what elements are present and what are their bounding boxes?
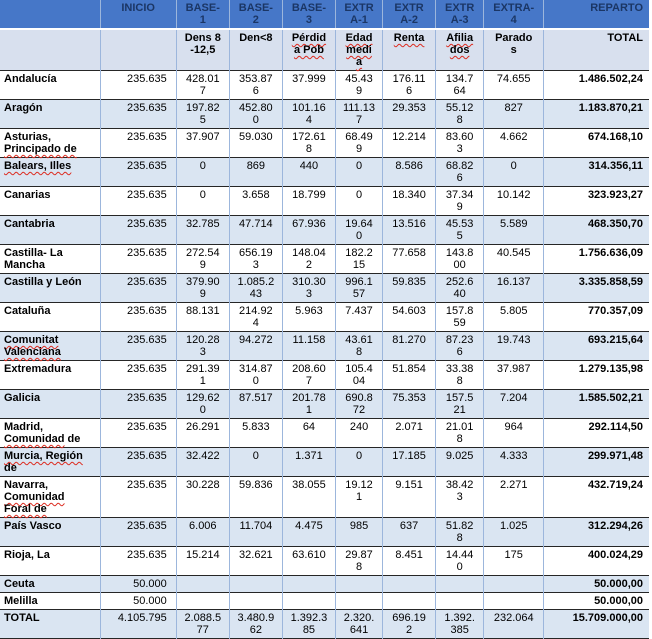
region-name-misspelled-segment: Principado de (4, 143, 77, 155)
value-cell: 6.006 (176, 518, 229, 547)
column-header: EXTRA-3 (436, 0, 484, 29)
region-name-cell (0, 610, 100, 639)
column-subheader (383, 29, 436, 71)
value-cell: 353.876 (229, 71, 282, 100)
table-row (0, 332, 649, 361)
value-cell: 428.017 (176, 71, 229, 100)
region-name-segment: Castilla- La Mancha (4, 247, 63, 271)
subheader-label: Dens 8-12,5 (184, 32, 221, 56)
table-row (0, 216, 649, 245)
table-row (0, 518, 649, 547)
table-row (0, 593, 649, 610)
subheader-label: Edad media (345, 32, 373, 68)
column-group-header-row (0, 0, 649, 29)
value-cell: 68.499 (335, 129, 382, 158)
column-subheader (229, 29, 282, 71)
reparto-total-cell: 50.000,00 (544, 593, 649, 610)
value-cell (176, 593, 229, 610)
reparto-total-cell: 323.923,27 (544, 187, 649, 216)
value-cell: 9.151 (383, 477, 436, 518)
value-cell: 87.236 (436, 332, 484, 361)
value-cell: 12.214 (383, 129, 436, 158)
table-row (0, 576, 649, 593)
table-row (0, 100, 649, 129)
column-subheader-row (0, 29, 649, 71)
inicio-value-cell: 50.000 (100, 576, 176, 593)
value-cell: 208.607 (282, 361, 335, 390)
value-cell: 2.271 (484, 477, 544, 518)
value-cell: 19.743 (484, 332, 544, 361)
value-cell: 3.658 (229, 187, 282, 216)
region-name-segment: Asturias, (4, 131, 52, 143)
value-cell: 7.437 (335, 303, 382, 332)
reparto-total-cell: 1.486.502,24 (544, 71, 649, 100)
value-cell: 59.030 (229, 129, 282, 158)
reparto-total-cell: 314.356,11 (544, 158, 649, 187)
region-name-segment: de (64, 433, 81, 445)
value-cell: 0 (229, 448, 282, 477)
table-row (0, 361, 649, 390)
value-cell: 7.204 (484, 390, 544, 419)
value-cell: 51.854 (383, 361, 436, 390)
value-cell: 5.805 (484, 303, 544, 332)
inicio-value-cell: 50.000 (100, 593, 176, 610)
value-cell: 148.042 (282, 245, 335, 274)
inicio-value-cell: 235.635 (100, 245, 176, 274)
inicio-value-cell: 235.635 (100, 303, 176, 332)
value-cell: 14.440 (436, 547, 484, 576)
value-cell (436, 576, 484, 593)
value-cell: 16.137 (484, 274, 544, 303)
table-row (0, 477, 649, 518)
region-name-cell (0, 448, 100, 477)
column-header-empty (0, 0, 100, 29)
region-name-cell (0, 332, 100, 361)
reparto-total-cell: 400.024,29 (544, 547, 649, 576)
region-name-segment: Castilla y León (4, 276, 82, 288)
region-name-segment: Melilla (4, 595, 38, 607)
value-cell: 105.404 (335, 361, 382, 390)
value-cell (229, 576, 282, 593)
column-subheader (176, 29, 229, 71)
value-cell: 11.158 (282, 332, 335, 361)
inicio-value-cell: 235.635 (100, 332, 176, 361)
table-row (0, 245, 649, 274)
reparto-total-cell: 674.168,10 (544, 129, 649, 158)
value-cell: 440 (282, 158, 335, 187)
value-cell: 0 (176, 187, 229, 216)
region-name-segment: Cantabria (4, 218, 55, 230)
value-cell: 690.872 (335, 390, 382, 419)
table-row (0, 419, 649, 448)
region-name-cell (0, 216, 100, 245)
region-name-cell (0, 576, 100, 593)
value-cell: 232.064 (484, 610, 544, 639)
value-cell: 59.836 (229, 477, 282, 518)
value-cell (436, 593, 484, 610)
value-cell: 11.704 (229, 518, 282, 547)
value-cell: 32.422 (176, 448, 229, 477)
value-cell: 54.603 (383, 303, 436, 332)
value-cell: 8.451 (383, 547, 436, 576)
region-name-cell (0, 361, 100, 390)
value-cell: 0 (484, 158, 544, 187)
value-cell: 0 (335, 448, 382, 477)
value-cell: 111.137 (335, 100, 382, 129)
region-name-cell (0, 71, 100, 100)
table-row (0, 390, 649, 419)
value-cell: 29.878 (335, 547, 382, 576)
value-cell: 68.826 (436, 158, 484, 187)
value-cell: 19.121 (335, 477, 382, 518)
inicio-value-cell: 235.635 (100, 547, 176, 576)
inicio-value-cell: 235.635 (100, 448, 176, 477)
region-name-cell (0, 303, 100, 332)
value-cell (229, 593, 282, 610)
region-name-segment: Extremadura (4, 363, 72, 375)
region-name-misspelled-segment: Comunitat Valenciana (4, 334, 61, 358)
value-cell: 81.270 (383, 332, 436, 361)
region-name-segment: Andalucía (4, 73, 57, 85)
value-cell: 175 (484, 547, 544, 576)
value-cell: 176.116 (383, 71, 436, 100)
value-cell: 4.662 (484, 129, 544, 158)
column-header: EXTRA-4 (484, 0, 544, 29)
table-row (0, 303, 649, 332)
value-cell: 314.870 (229, 361, 282, 390)
value-cell: 94.272 (229, 332, 282, 361)
value-cell: 18.799 (282, 187, 335, 216)
inicio-value-cell: 235.635 (100, 419, 176, 448)
value-cell: 272.549 (176, 245, 229, 274)
column-subheader (484, 29, 544, 71)
value-cell: 47.714 (229, 216, 282, 245)
value-cell: 157.859 (436, 303, 484, 332)
value-cell (335, 593, 382, 610)
value-cell: 10.142 (484, 187, 544, 216)
value-cell: 26.291 (176, 419, 229, 448)
region-name-cell (0, 100, 100, 129)
value-cell: 696.192 (383, 610, 436, 639)
value-cell: 15.214 (176, 547, 229, 576)
column-header: BASE-2 (229, 0, 282, 29)
value-cell: 310.303 (282, 274, 335, 303)
region-name-segment: Rioja, La (4, 549, 50, 561)
value-cell: 67.936 (282, 216, 335, 245)
inicio-value-cell: 235.635 (100, 274, 176, 303)
value-cell: 87.517 (229, 390, 282, 419)
reparto-total-cell: 3.335.858,59 (544, 274, 649, 303)
value-cell: 37.349 (436, 187, 484, 216)
value-cell (176, 576, 229, 593)
value-cell: 0 (335, 158, 382, 187)
table-row (0, 610, 649, 639)
reparto-total-cell: 15.709.000,00 (544, 610, 649, 639)
table-row (0, 129, 649, 158)
region-name-segment: Navarra, (4, 479, 49, 491)
value-cell: 43.618 (335, 332, 382, 361)
table-header (0, 0, 649, 71)
region-name-cell (0, 274, 100, 303)
value-cell: 33.388 (436, 361, 484, 390)
value-cell (484, 576, 544, 593)
region-name-cell (0, 477, 100, 518)
reparto-total-cell: 770.357,09 (544, 303, 649, 332)
value-cell: 656.193 (229, 245, 282, 274)
reparto-total-cell: 1.279.135,98 (544, 361, 649, 390)
reparto-total-cell: 50.000,00 (544, 576, 649, 593)
reparto-total-cell: 1.756.636,09 (544, 245, 649, 274)
reparto-total-cell: 1.183.870,21 (544, 100, 649, 129)
column-header: REPARTO (544, 0, 649, 29)
subheader-label: TOTAL (607, 32, 643, 44)
inicio-value-cell: 4.105.795 (100, 610, 176, 639)
value-cell: 37.999 (282, 71, 335, 100)
value-cell: 182.215 (335, 245, 382, 274)
table-body (0, 71, 649, 639)
value-cell: 964 (484, 419, 544, 448)
subheader-label: Den<8 (239, 32, 273, 44)
value-cell: 143.800 (436, 245, 484, 274)
column-subheader (335, 29, 382, 71)
region-name-segment: de (4, 462, 17, 474)
value-cell: 3.480.962 (229, 610, 282, 639)
subheader-label: Pérdida Pob (291, 32, 327, 56)
region-name-misspelled-segment: Comunidad (4, 433, 65, 445)
value-cell: 129.620 (176, 390, 229, 419)
region-name-cell (0, 129, 100, 158)
value-cell (282, 593, 335, 610)
column-subheader (436, 29, 484, 71)
value-cell: 77.658 (383, 245, 436, 274)
value-cell: 75.353 (383, 390, 436, 419)
table-row (0, 448, 649, 477)
value-cell: 5.833 (229, 419, 282, 448)
column-subheader (544, 29, 649, 71)
subheader-label: Parados (495, 32, 533, 56)
region-name-cell (0, 187, 100, 216)
table-row (0, 187, 649, 216)
value-cell: 996.157 (335, 274, 382, 303)
region-name-misspelled-segment: Comunidad Foral de (4, 491, 65, 515)
value-cell: 45.439 (335, 71, 382, 100)
value-cell: 32.785 (176, 216, 229, 245)
reparto-total-cell: 432.719,24 (544, 477, 649, 518)
region-name-segment: Madrid, (4, 421, 44, 433)
inicio-value-cell: 235.635 (100, 158, 176, 187)
value-cell: 18.340 (383, 187, 436, 216)
table-row (0, 158, 649, 187)
value-cell: 827 (484, 100, 544, 129)
inicio-value-cell: 235.635 (100, 100, 176, 129)
inicio-value-cell: 235.635 (100, 71, 176, 100)
value-cell: 21.018 (436, 419, 484, 448)
value-cell: 32.621 (229, 547, 282, 576)
inicio-value-cell: 235.635 (100, 477, 176, 518)
value-cell: 172.618 (282, 129, 335, 158)
region-name-segment: País Vasco (4, 520, 62, 532)
value-cell: 5.589 (484, 216, 544, 245)
value-cell: 214.924 (229, 303, 282, 332)
value-cell: 1.085.243 (229, 274, 282, 303)
value-cell: 252.640 (436, 274, 484, 303)
value-cell: 134.764 (436, 71, 484, 100)
region-name-segment: Aragón (4, 102, 43, 114)
value-cell (383, 576, 436, 593)
value-cell: 40.545 (484, 245, 544, 274)
value-cell: 59.835 (383, 274, 436, 303)
value-cell: 51.828 (436, 518, 484, 547)
table-row (0, 547, 649, 576)
column-header: BASE-1 (176, 0, 229, 29)
value-cell (335, 576, 382, 593)
value-cell: 4.333 (484, 448, 544, 477)
value-cell: 0 (176, 158, 229, 187)
inicio-value-cell: 235.635 (100, 518, 176, 547)
value-cell: 19.640 (335, 216, 382, 245)
column-header: EXTRA-1 (335, 0, 382, 29)
inicio-value-cell: 235.635 (100, 390, 176, 419)
value-cell: 157.521 (436, 390, 484, 419)
value-cell: 55.128 (436, 100, 484, 129)
inicio-value-cell: 235.635 (100, 361, 176, 390)
value-cell: 1.392.385 (436, 610, 484, 639)
value-cell: 291.391 (176, 361, 229, 390)
region-name-cell (0, 518, 100, 547)
column-header: INICIO (100, 0, 176, 29)
value-cell: 1.392.385 (282, 610, 335, 639)
value-cell: 5.963 (282, 303, 335, 332)
inicio-value-cell: 235.635 (100, 216, 176, 245)
value-cell: 2.088.577 (176, 610, 229, 639)
subheader-label: Renta (393, 32, 425, 44)
region-name-cell (0, 390, 100, 419)
region-name-cell (0, 419, 100, 448)
value-cell: 4.475 (282, 518, 335, 547)
value-cell: 8.586 (383, 158, 436, 187)
region-name-cell (0, 158, 100, 187)
subheader-label: Afiliados (446, 32, 474, 56)
value-cell (383, 593, 436, 610)
value-cell: 1.025 (484, 518, 544, 547)
value-cell: 379.909 (176, 274, 229, 303)
value-cell: 37.907 (176, 129, 229, 158)
value-cell: 63.610 (282, 547, 335, 576)
reparto-total-cell: 1.585.502,21 (544, 390, 649, 419)
value-cell: 64 (282, 419, 335, 448)
value-cell (282, 576, 335, 593)
value-cell: 38.055 (282, 477, 335, 518)
region-name-cell (0, 245, 100, 274)
value-cell: 45.535 (436, 216, 484, 245)
value-cell: 30.228 (176, 477, 229, 518)
value-cell: 197.825 (176, 100, 229, 129)
value-cell: 120.283 (176, 332, 229, 361)
value-cell: 13.516 (383, 216, 436, 245)
value-cell: 985 (335, 518, 382, 547)
value-cell: 29.353 (383, 100, 436, 129)
reparto-total-cell: 299.971,48 (544, 448, 649, 477)
column-header: EXTRA-2 (383, 0, 436, 29)
region-name-cell (0, 593, 100, 610)
region-name-segment: Galicia (4, 392, 41, 404)
value-cell: 2.071 (383, 419, 436, 448)
column-subheader-empty (100, 29, 176, 71)
region-name-misspelled-segment: Murcia, Región (4, 450, 83, 462)
value-cell: 869 (229, 158, 282, 187)
region-name-misspelled-segment: Balears, Illes (4, 160, 72, 172)
table-row (0, 274, 649, 303)
value-cell: 201.781 (282, 390, 335, 419)
value-cell: 88.131 (176, 303, 229, 332)
value-cell: 9.025 (436, 448, 484, 477)
reparto-total-cell: 693.215,64 (544, 332, 649, 361)
column-header: BASE-3 (282, 0, 335, 29)
value-cell: 637 (383, 518, 436, 547)
value-cell: 240 (335, 419, 382, 448)
region-name-segment: Ceuta (4, 578, 35, 590)
region-name-segment: Cataluña (4, 305, 51, 317)
column-subheader-empty (0, 29, 100, 71)
reparto-total-cell: 468.350,70 (544, 216, 649, 245)
region-name-segment: TOTAL (4, 612, 40, 624)
value-cell: 38.423 (436, 477, 484, 518)
value-cell: 17.185 (383, 448, 436, 477)
region-name-cell (0, 547, 100, 576)
value-cell: 1.371 (282, 448, 335, 477)
value-cell: 37.987 (484, 361, 544, 390)
column-subheader (282, 29, 335, 71)
table-row (0, 71, 649, 100)
value-cell (484, 593, 544, 610)
value-cell: 74.655 (484, 71, 544, 100)
region-name-segment: Canarias (4, 189, 51, 201)
reparto-total-cell: 292.114,50 (544, 419, 649, 448)
inicio-value-cell: 235.635 (100, 187, 176, 216)
value-cell: 0 (335, 187, 382, 216)
value-cell: 101.164 (282, 100, 335, 129)
reparto-total-cell: 312.294,26 (544, 518, 649, 547)
value-cell: 2.320.641 (335, 610, 382, 639)
value-cell: 452.800 (229, 100, 282, 129)
value-cell: 83.603 (436, 129, 484, 158)
inicio-value-cell: 235.635 (100, 129, 176, 158)
